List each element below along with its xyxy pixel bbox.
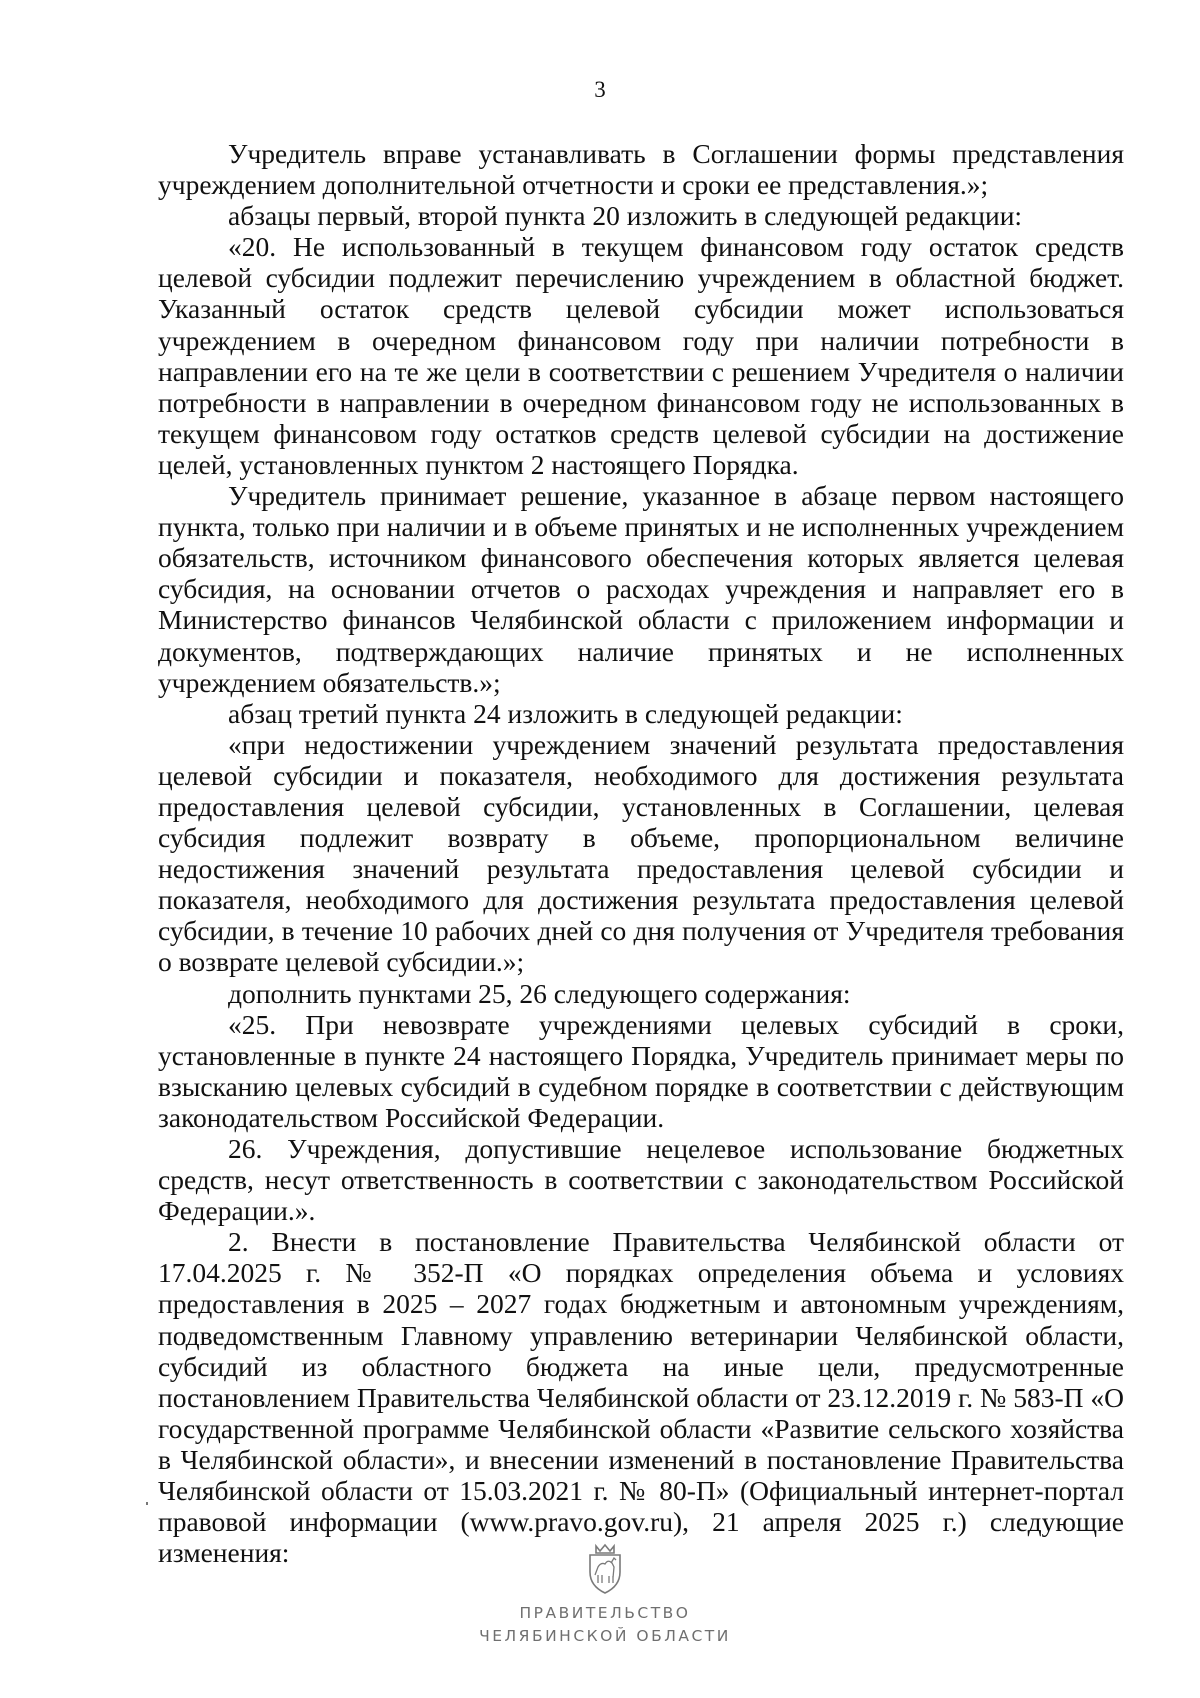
- paragraph: «20. Не использованный в текущем финансовом году остаток средств целевой субсидии подлежит перечислению учреждением в областной бюджет. Указанный остаток средств целевой субсидии может использоваться учреждением в очередном финансовом году при наличии потребности в направлении его на те же цели в соответствии с решением Учредителя о наличии потребности в направлении в очередном финансовом году не использованных в текущем финансовом году остатков средств целевой субсидии на достижение целей, установленных пунктом 2 настоящего Порядка.: [158, 231, 1124, 480]
- scan-speck: [146, 1502, 148, 1505]
- paragraph: 2. Внести в постановление Правительства Челябинской области от 17.04.2025 г. № 352-П «О порядках определения объема и условиях предоставления в 2025 – 2027 годах бюджетным и автономным учреждениям, подведомственным Главному управлению ветеринарии Челябинской области, субсидий из областного бюджета на иные цели, предусмотренные постановлением Правительства Челябинской области от 23.12.2019 г. № 583-П «О государственной программе Челябинской области «Развитие сельского хозяйства в Челябинской области», и внесении изменений в постановление Правительства Челябинской области от 15.03.2021 г. № 80-П» (Официальный интернет-портал правовой информации (www.pravo.gov.ru), 21 апреля 2025 г.) следующие изменения:: [158, 1226, 1124, 1569]
- paragraph: 26. Учреждения, допустившие нецелевое использование бюджетных средств, несут ответственность в соответствии с законодательством Российской Федерации.».: [158, 1133, 1124, 1227]
- document-body: [158, 138, 1124, 1568]
- paragraph: абзацы первый, второй пункта 20 изложить в следующей редакции:: [228, 200, 1023, 232]
- coat-of-arms-icon: [583, 1542, 627, 1596]
- paragraph: «при недостижении учреждением значений результата предоставления целевой субсидии и показателя, необходимого для достижения результата предоставления целевой субсидии, установленных в Соглашении, целевая субсидия подлежит возврату в объеме, пропорциональном величине недостижения значений результата предоставления целевой субсидии и показателя, необходимого для достижения результата предоставления целевой субсидии, в течение 10 рабочих дней со дня получения от Учредителя требования о возврате целевой субсидии.»;: [158, 728, 1124, 978]
- paragraph: «25. При невозврате учреждениями целевых субсидий в сроки, установленные в пункте 24 настоящего Порядка, Учредитель принимает меры по взысканию целевых субсидий в судебном порядке в соответствии с действующим законодательством Российской Федерации.: [158, 1008, 1124, 1133]
- paragraph: Учредитель вправе устанавливать в Соглашении формы представления учреждением дополнительной отчетности и сроки ее представления.»;: [158, 138, 1124, 201]
- paragraph: абзац третий пункта 24 изложить в следующей редакции:: [228, 697, 903, 729]
- paragraph: Учредитель принимает решение, указанное в абзаце первом настоящего пункта, только при наличии и в объеме принятых и не исполненных учреждением обязательств, источником финансового обеспечения которых является целевая субсидия, на основании отчетов о расходах учреждения и направляет его в Министерство финансов Челябинской области с приложением информации и документов, подтверждающих наличие принятых и не исполненных учреждением обязательств.»;: [158, 480, 1124, 698]
- stamp-line-1: ПРАВИТЕЛЬСТВО: [519, 1604, 691, 1622]
- paragraph: дополнить пунктами 25, 26 следующего содержания:: [228, 977, 851, 1009]
- government-stamp: [470, 1542, 740, 1648]
- page-number: 3: [594, 77, 606, 102]
- stamp-line-2: ЧЕЛЯБИНСКОЙ ОБЛАСТИ: [479, 1627, 731, 1645]
